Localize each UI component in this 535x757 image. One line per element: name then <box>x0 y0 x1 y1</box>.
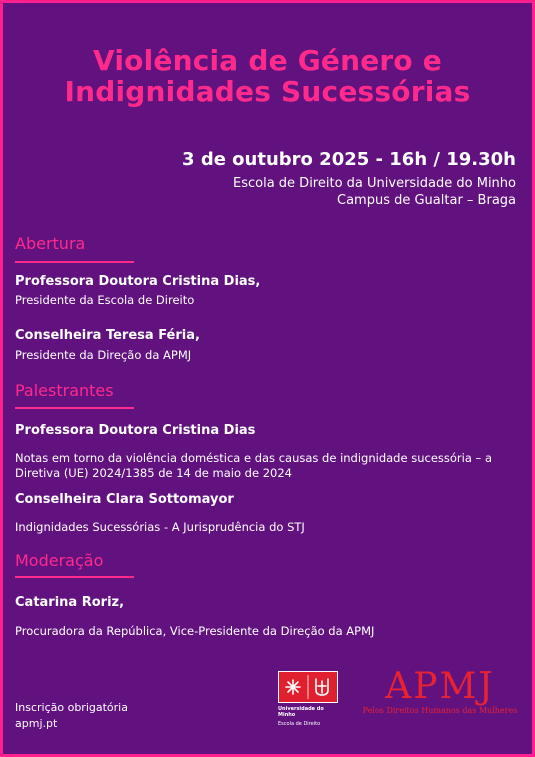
opening-speaker-2-name: Conselheira Teresa Féria, <box>15 328 200 343</box>
event-campus: Campus de Gualtar – Braga <box>337 193 516 208</box>
speaker-1-talk: Notas em torno da violência doméstica e das causas de indignidade sucessória – a Diretiva (UE) 2024/1385 de 14 de maio de 2024 <box>15 451 492 480</box>
title-line-2: Indignidades Sucessórias <box>64 75 471 108</box>
poster-title <box>3 45 532 107</box>
event-venue: Escola de Direito da Universidade do Minho <box>233 176 516 191</box>
opening-speaker-2-role: Presidente da Direção da APMJ <box>15 348 192 362</box>
opening-rule <box>15 261 134 263</box>
event-poster <box>3 3 532 754</box>
speakers-heading: Palestrantes <box>15 381 114 400</box>
school-caption: Escola de Direito <box>278 721 321 727</box>
registration-note: Inscrição obrigatória <box>15 701 128 714</box>
opening-speaker-1-role: Presidente da Escola de Direito <box>15 293 195 307</box>
apmj-tagline: Pelos Direitos Humanos das Mulheres <box>362 706 518 715</box>
moderator-role: Procuradora da República, Vice-Presidente da Direção da APMJ <box>15 624 375 638</box>
opening-speaker-1-name: Professora Doutora Cristina Dias, <box>15 274 261 289</box>
title-line-1: Violência de Género e <box>92 44 443 77</box>
speakers-rule <box>15 407 134 409</box>
moderator-name: Catarina Roriz, <box>15 595 125 610</box>
university-minho-logo <box>278 671 340 727</box>
apmj-wordmark: APMJ <box>385 666 495 707</box>
speaker-2-name: Conselheira Clara Sottomayor <box>15 492 234 507</box>
university-caption: Universidade do Minho <box>278 706 324 718</box>
apmj-logo <box>352 668 528 716</box>
website-link[interactable]: apmj.pt <box>15 717 58 730</box>
moderation-heading: Moderação <box>15 551 104 570</box>
university-emblem-icon <box>278 671 338 703</box>
event-info <box>182 149 516 209</box>
opening-heading: Abertura <box>15 234 86 253</box>
speaker-1-name: Professora Doutora Cristina Dias <box>15 423 256 438</box>
event-date: 3 de outubro 2025 - 16h / 19.30h <box>182 149 516 170</box>
speaker-2-talk: Indignidades Sucessórias - A Jurisprudência do STJ <box>15 520 305 534</box>
moderation-rule <box>15 576 134 578</box>
